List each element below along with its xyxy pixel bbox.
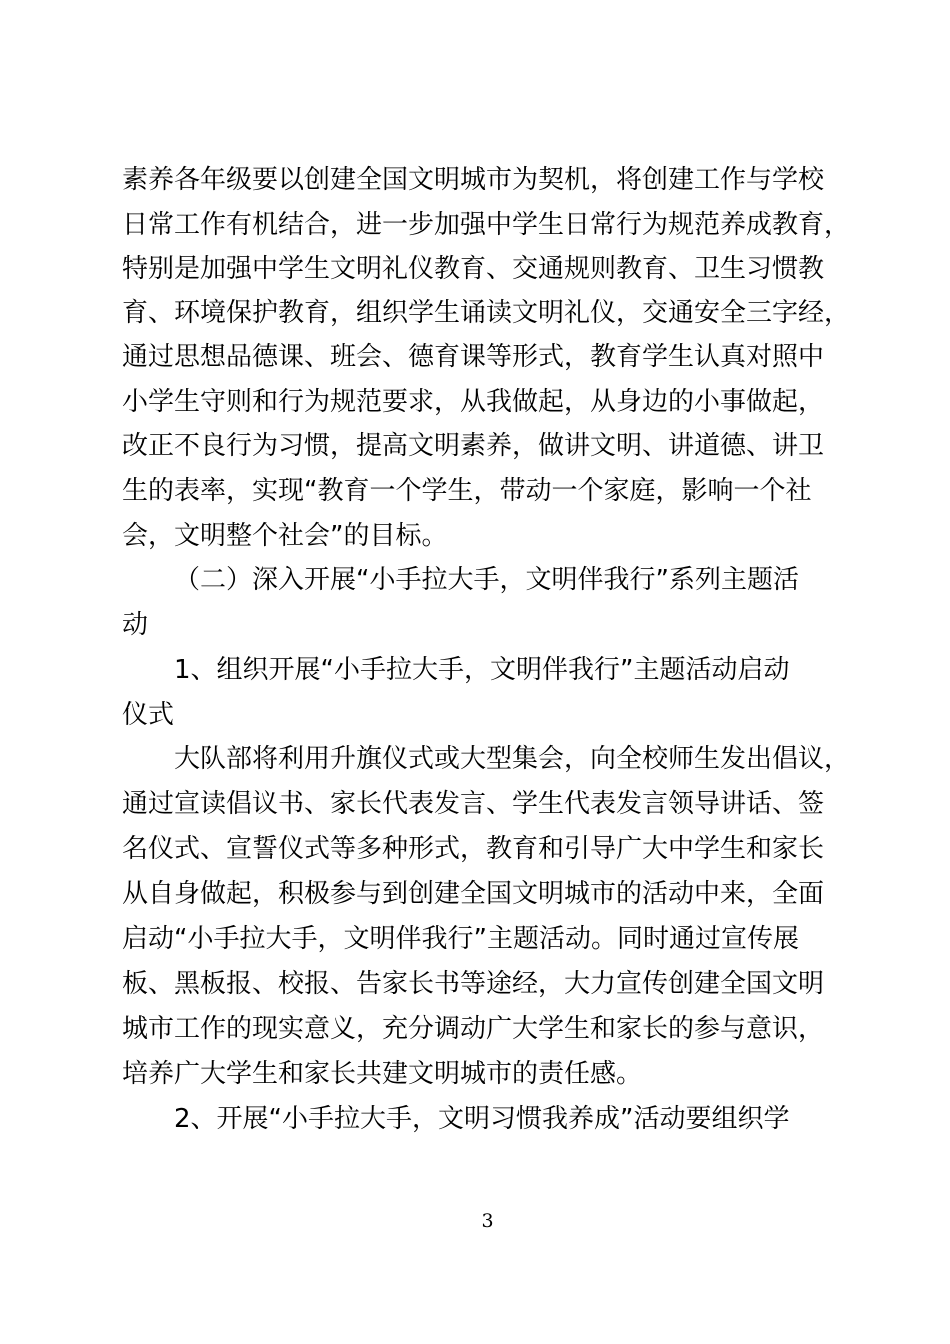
subsection-heading: 2、开展“小手拉大手，文明习惯我养成”活动要组织学 xyxy=(174,1104,790,1134)
body-text-line: 育、环境保护教育，组织学生诵读文明礼仪，交通安全三字经， xyxy=(122,298,851,328)
body-text-line: 启动“小手拉大手，文明伴我行”主题活动。同时通过宣传展 xyxy=(122,924,799,954)
body-text-line: 城市工作的现实意义，充分调动广大学生和家长的参与意识， xyxy=(122,1014,825,1044)
body-text-line: 名仪式、宣誓仪式等多种形式，教育和引导广大中学生和家长 xyxy=(122,834,825,864)
body-text-line: 会，文明整个社会”的目标。 xyxy=(122,521,448,551)
section-heading: （二）深入开展“小手拉大手，文明伴我行”系列主题活 xyxy=(174,565,799,595)
body-text-line: 素养各年级要以创建全国文明城市为契机，将创建工作与学校 xyxy=(122,165,825,195)
body-text-line: 通过宣读倡议书、家长代表发言、学生代表发言领导讲话、签 xyxy=(122,789,825,819)
body-text-line: 板、黑板报、校报、告家长书等途经，大力宣传创建全国文明 xyxy=(122,969,825,999)
body-text-line: 通过思想品德课、班会、德育课等形式，教育学生认真对照中 xyxy=(122,342,825,372)
body-text-line: 特别是加强中学生文明礼仪教育、交通规则教育、卫生习惯教 xyxy=(122,254,825,284)
subsection-heading: 1、组织开展“小手拉大手，文明伴我行”主题活动启动 xyxy=(174,655,790,685)
subsection-heading-continuation: 仪式 xyxy=(122,700,175,730)
body-text-line: 日常工作有机结合，进一步加强中学生日常行为规范养成教育， xyxy=(122,210,851,240)
body-text-line: 改正不良行为习惯，提高文明素养，做讲文明、讲道德、讲卫 xyxy=(122,431,825,461)
section-heading-continuation: 动 xyxy=(122,610,149,640)
body-text-line: 大队部将利用升旗仪式或大型集会，向全校师生发出倡议， xyxy=(174,744,851,774)
body-text-line: 从自身做起，积极参与到创建全国文明城市的活动中来，全面 xyxy=(122,879,825,909)
body-text-line: 生的表率，实现“教育一个学生，带动一个家庭，影响一个社 xyxy=(122,476,812,506)
body-text-line: 小学生守则和行为规范要求，从我做起，从身边的小事做起， xyxy=(122,387,825,417)
page-number: 3 xyxy=(481,1210,494,1232)
body-text-line: 培养广大学生和家长共建文明城市的责任感。 xyxy=(122,1059,643,1089)
